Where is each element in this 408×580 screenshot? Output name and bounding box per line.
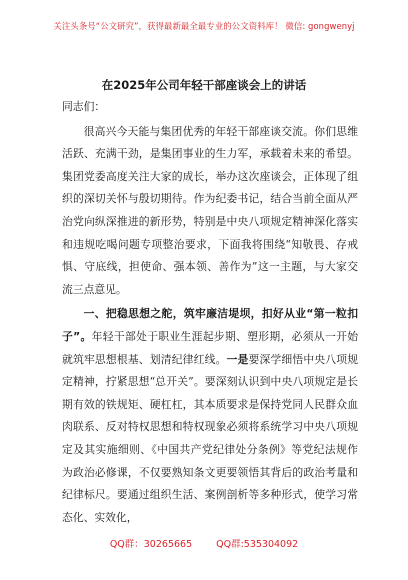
section-1-text-a: 年轻干部处于职业生涯起步期、塑形期，必须从一开始就筑牢思想根基、划清纪律红线。 xyxy=(62,329,358,366)
section-1-text-b: 要深学细悟中央八项规定精神，拧紧思想“总开关”。要深刻认识到中央八项规定是长期有效的铁规矩、硬杠杠，其本质要求是保持党同人民群众血肉联系、反对特权思想和特权现象必须将系统学习中央八项规定及其实施细则、《中国共产党纪律处分条例》等党纪法规作为政治必修课，不仅要熟知条文更要领悟其背后的政治考量和纪律标尺。要通过组织生活、案例剖析等多种形式，使学习常态化、实效化， xyxy=(62,352,359,524)
document-body xyxy=(62,96,358,529)
intro-paragraph: 很高兴今天能与集团优秀的年轻干部座谈交流。你们思维活跃、充满干劲，是集团事业的生力军，承载着未来的希望。集团党委高度关注大家的成长，举办这次座谈会，正体现了组织的深切关怀与殷切期待。作为纪委书记，结合当前全面从严治党向纵深推进的新形势，特别是中央八项规定精神深化落实和违规吃喝问题专项整治要求，下面我将围绕“知敬畏、存戒惧、守底线，担使命、强本领、善作为”这一主题，与大家交流三点意见。 xyxy=(62,124,358,296)
section-1-emphasis: 一是 xyxy=(226,352,249,366)
section-1-heading: 一、把稳思想之舵，筑牢廉洁堤坝，扣好从业“第一粒扣子”。 xyxy=(62,307,358,343)
footer-qq-group-2: QQ群:535304092 xyxy=(216,539,299,550)
salutation: 同志们： xyxy=(62,100,106,113)
section-1-paragraph xyxy=(62,303,358,529)
footer-contact xyxy=(0,536,408,550)
header-banner: 关注头条号“公文研究”，获得最新最全最专业的公文资料库！ 微信: gongwenyj xyxy=(53,21,355,31)
document-title: 在2025年公司年轻干部座谈会上的讲话 xyxy=(101,78,307,92)
footer-qq-group-1: QQ群：30265665 xyxy=(109,539,193,550)
